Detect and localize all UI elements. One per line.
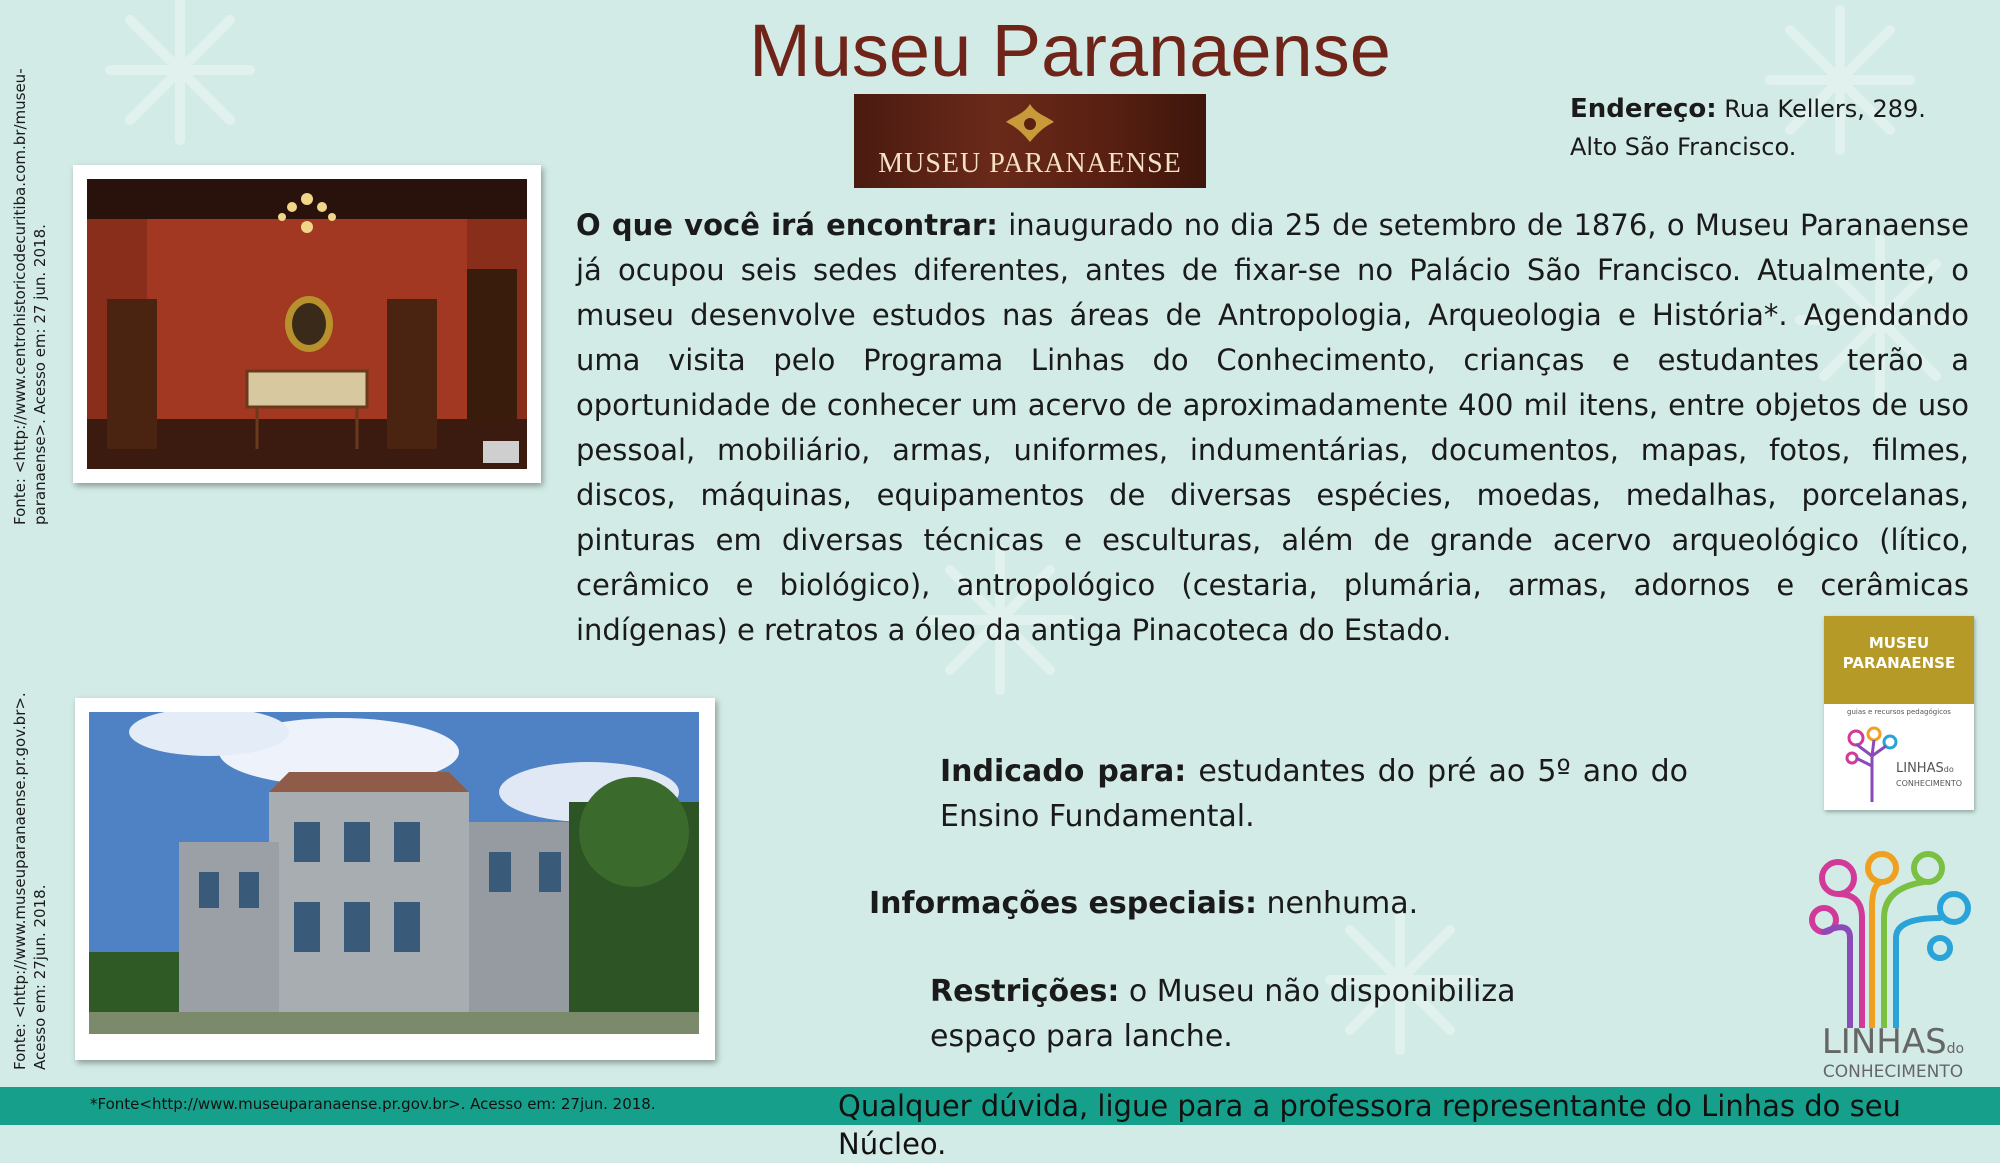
especiais-text: nenhuma. bbox=[1257, 886, 1419, 921]
tree-logo-icon bbox=[1842, 726, 1902, 802]
footer-message: Qualquer dúvida, ligue para a professora representante do Linhas do seu Núcleo. bbox=[838, 1089, 1901, 1161]
interior-illustration bbox=[87, 179, 527, 469]
footer-source: *Fonte<http://www.museuparanaense.pr.gov.br>. Acesso em: 27jun. 2018. bbox=[90, 1095, 656, 1113]
description-label: O que você irá encontrar: bbox=[576, 208, 998, 242]
brand-line1: LINHAS bbox=[1821, 1022, 1947, 1062]
book-brand-line2: do bbox=[1943, 765, 1954, 774]
source-building-line1: Fonte: <http://www.museuparanaense.pr.gov.br>. bbox=[11, 692, 29, 1070]
page-title: Museu Paranaense bbox=[749, 9, 1391, 92]
restricoes-text: o Museu não disponibiliza espaço para lanche. bbox=[930, 974, 1516, 1054]
book-title-line1: MUSEU bbox=[1868, 634, 1930, 652]
source-interior-line2: paranaense>. Acesso em: 27 jun. 2018. bbox=[31, 224, 49, 525]
linhas-logo-icon bbox=[1800, 848, 1980, 1028]
address-block bbox=[1570, 90, 1926, 166]
indicado-label: Indicado para: bbox=[940, 754, 1187, 789]
source-building bbox=[10, 692, 50, 1070]
footer-bar bbox=[0, 1087, 2000, 1161]
book-brand-line3: CONHECIMENTO bbox=[1896, 779, 1963, 788]
address-street: Rua Kellers, 289. bbox=[1716, 95, 1926, 123]
especiais-label: Informações especiais: bbox=[869, 886, 1257, 921]
brand-line2: do bbox=[1946, 1041, 1965, 1057]
logo-text: MUSEU PARANAENSE bbox=[878, 148, 1182, 179]
description-text: inaugurado no dia 25 de setembro de 1876, o Museu Paranaense já ocupou seis sedes diferentes, antes de fixar-se no Palácio São Francisco. Atualmente, o museu desenvolve estudos nas áreas de Antropologia, Arqueologia e História*. Agendando uma visita pelo Programa Linhas do Conhecimento, crianças e estudantes terão a oportunidade de conhecer um acervo de aproximadamente 400 mil itens, entre objetos de uso pessoal, mobiliário, armas, uniformes, indumentárias, documentos, mapas, fotos, filmes, discos, máquinas, equipamentos de diversas espécies, moedas, medalhas, porcelanas, pinturas em diversas técnicas e esculturas, além de grande acervo arqueológico (lítico, cerâmico e biológico), antropológico (cestaria, plumária, armas, adornos e cerâmicas indígenas) e retratos a óleo da antiga Pinacoteca do Estado. bbox=[576, 208, 1969, 647]
book-brand bbox=[1896, 762, 1962, 790]
restricoes-label: Restrições: bbox=[930, 974, 1120, 1009]
address-label: Endereço: bbox=[1570, 94, 1717, 124]
description-paragraph bbox=[576, 203, 1969, 653]
building-illustration bbox=[89, 712, 699, 1034]
book-title-line2: PARANAENSE bbox=[1842, 654, 1956, 672]
museum-logo bbox=[854, 94, 1206, 188]
building-photo bbox=[75, 698, 715, 1060]
restricoes-block bbox=[930, 969, 1630, 1059]
indicado-block bbox=[940, 749, 1688, 839]
guide-book-cover bbox=[1824, 616, 1974, 810]
source-building-line2: Acesso em: 27jun. 2018. bbox=[31, 884, 49, 1070]
address-district: Alto São Francisco. bbox=[1570, 133, 1797, 161]
especiais-block bbox=[869, 881, 1418, 926]
source-interior bbox=[10, 68, 50, 525]
book-brand-line1: LINHAS bbox=[1896, 761, 1944, 776]
brand-line3: CONHECIMENTO bbox=[1822, 1062, 1964, 1082]
book-subtitle: guias e recursos pedagógicos bbox=[1847, 708, 1951, 716]
interior-photo bbox=[73, 165, 541, 483]
linhas-brand-text bbox=[1808, 1022, 1978, 1081]
indicado-text: estudantes do pré ao 5º ano do Ensino Fundamental. bbox=[940, 754, 1689, 834]
ornament-icon bbox=[1000, 100, 1060, 146]
source-interior-line1: Fonte: <http://www.centrohistoricodecuritiba.com.br/museu- bbox=[11, 68, 29, 525]
